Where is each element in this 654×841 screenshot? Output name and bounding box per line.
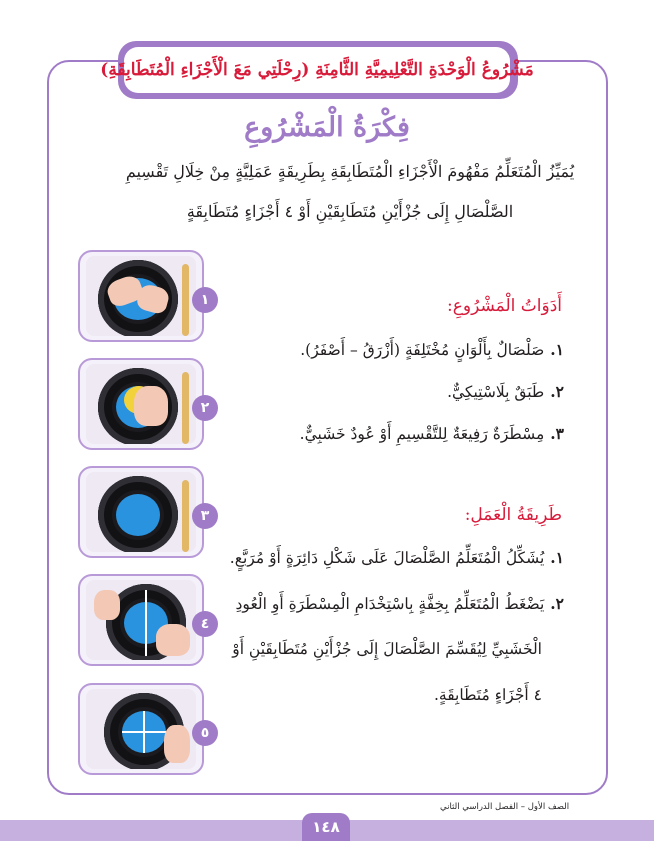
tool-item	[300, 424, 564, 443]
step-badge-3: ٣	[192, 503, 218, 529]
tool-item	[447, 382, 564, 401]
footer-caption: الصف الأول – الفصل الدراسي الثاني	[440, 802, 570, 812]
method-item-text: يُشَكِّلُ الْمُتَعَلِّمُ الصَّلْصَالَ عَلَى شَكْلِ دَائِرَةٍ أَوْ مُرَبَّعٍ.	[229, 549, 545, 567]
unit-project-title: مَشْرُوعُ الْوَحْدَةِ التَّعْلِيمِيَّةِ الثَّامِنَةِ (رِحْلَتِي مَعَ الْأَجْزَاءِ الْمُتَطَابِقَةِ)	[100, 60, 534, 80]
method-item	[236, 594, 564, 613]
photo-background	[86, 364, 196, 444]
step-badge-1: ١	[192, 287, 218, 313]
divider-line-horizontal	[122, 731, 166, 733]
method-item-text: يَضْغَطُ الْمُتَعَلِّمُ بِخِفَّةٍ بِاسْتِخْدَامِ الْمِسْطَرَةِ أَوِ الْعُودِ	[235, 595, 545, 613]
method-heading: طَرِيقَةُ الْعَمَلِ:	[464, 505, 562, 525]
divider-stick	[145, 590, 147, 656]
step-photo-2	[78, 358, 204, 450]
project-idea-heading: فِكْرَةُ الْمَشْرُوعِ	[244, 112, 410, 143]
method-item-number: ٢.	[550, 594, 564, 613]
page-number: ١٤٨	[302, 813, 350, 841]
step-badge-2: ٢	[192, 395, 218, 421]
photo-background	[86, 256, 196, 336]
tool-item	[300, 340, 564, 359]
step-badge-4: ٤	[192, 611, 218, 637]
step-badge-5: ٥	[192, 720, 218, 746]
step-photo-5	[78, 683, 204, 775]
method-item-continued	[232, 640, 542, 658]
hand	[156, 624, 190, 656]
tool-item-text: مِسْطَرَةٌ رَفِيعَةٌ لِلتَّقْسِيمِ أَوْ عُودٌ خَشَبِيٌّ.	[299, 425, 545, 443]
wooden-stick	[182, 264, 189, 336]
method-item-text: ٤ أَجْزَاءٍ مُتَطَابِقَةٍ.	[433, 686, 542, 704]
tool-item-number: ٢.	[550, 382, 564, 401]
idea-line-2: الصَّلْصَالِ إِلَى جُزْأَيْنِ مُتَطَابِقَيْنِ أَوْ ٤ أَجْزَاءٍ مُتَطَابِقَةٍ	[186, 202, 514, 221]
tool-item-text: صَلْصَالٌ بِأَلْوَانٍ مُخْتَلِفَةٍ (أَزْرَقُ – أَصْفَرُ).	[300, 341, 545, 359]
hand	[164, 725, 190, 763]
tool-item-text: طَبَقٌ بِلَاسْتِيكِيٌّ.	[447, 383, 545, 401]
tool-item-number: ١.	[550, 340, 564, 359]
tools-heading: أَدَوَاتُ الْمَشْرُوعِ:	[447, 296, 562, 316]
step-photo-4	[78, 574, 204, 666]
photo-background	[86, 472, 196, 552]
method-item-text: الْخَشَبِيِّ لِيُقَسِّمَ الصَّلْصَالَ إِلَى جُزْأَيْنِ مُتَطَابِقَيْنِ أَوْ	[232, 640, 542, 658]
idea-line-1: يُمَيِّزُ الْمُتَعَلِّمُ مَفْهُومَ الْأَجْزَاءِ الْمُتَطَابِقَةِ بِطَرِيقَةٍ عَمَلِيَّةٍ مِنْ خِلَالِ تَقْسِيمِ	[125, 162, 575, 181]
blue-clay-circle	[116, 494, 160, 536]
project-idea-text	[100, 152, 600, 232]
wooden-stick	[182, 480, 189, 552]
hand	[94, 590, 120, 620]
step-photo-1	[78, 250, 204, 342]
plastic-plate	[98, 476, 178, 552]
hand	[134, 386, 168, 426]
title-box	[100, 47, 534, 93]
tool-item-number: ٣.	[550, 424, 564, 443]
step-photo-3	[78, 466, 204, 558]
photo-background	[86, 580, 196, 660]
wooden-stick	[182, 372, 189, 444]
method-item-number: ١.	[550, 548, 564, 567]
method-item-continued	[434, 686, 542, 704]
photo-background	[86, 689, 196, 769]
method-item	[230, 548, 564, 567]
